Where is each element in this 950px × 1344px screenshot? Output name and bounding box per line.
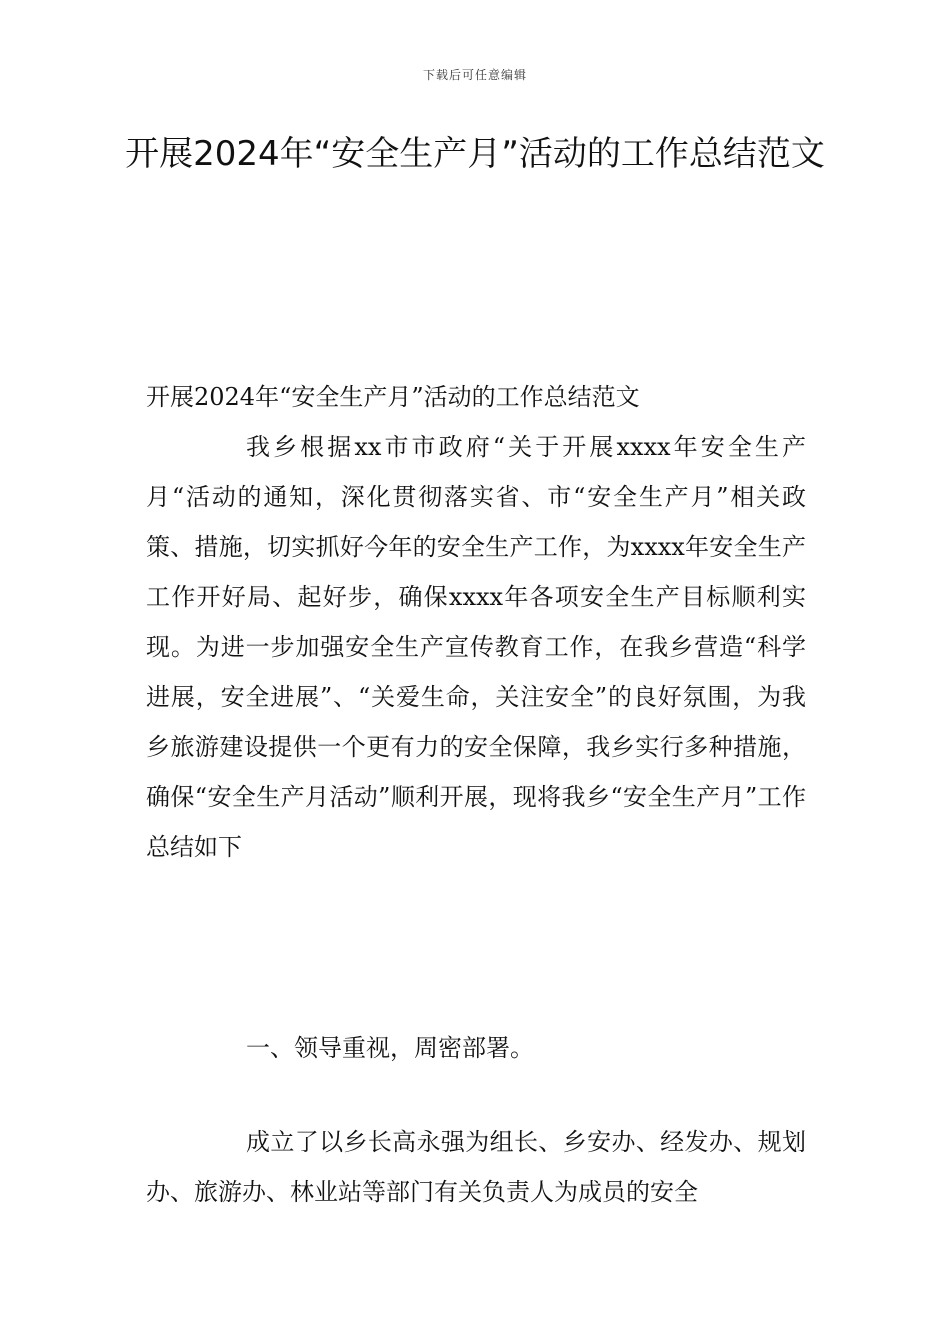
section-paragraph: 成立了以乡长高永强为组长、乡安办、经发办、规划办、旅游办、林业站等部门有关负责人为成员的安全: [146, 1128, 806, 1206]
header-note: 下载后可任意编辑: [422, 68, 527, 82]
document-title: 开展2024年“安全生产月”活动的工作总结范文: [125, 134, 825, 174]
intro-paragraph: 我乡根据xx市市政府“关于开展xxxx年安全生产月“活动的通知，深化贯彻落实省、市“安全生产月”相关政策、措施，切实抓好今年的安全生产工作，为xxxx年安全生产工作开好局、起好步，确保xxxx年各项安全生产目标顺利实现。为进一步加强安全生产宣传教育工作，在我乡营造“科学进展，安全进展”、“关爱生命，关注安全”的良好氛围，为我乡旅游建设提供一个更有力的安全保障，我乡实行多种措施，确保“安全生产月活动”顺利开展，现将我乡“安全生产月”工作总结如下: [146, 433, 806, 861]
section-heading: 一、领导重视，周密部署。: [246, 1034, 534, 1062]
document-subtitle: 开展2024年“安全生产月”活动的工作总结范文: [146, 383, 640, 411]
